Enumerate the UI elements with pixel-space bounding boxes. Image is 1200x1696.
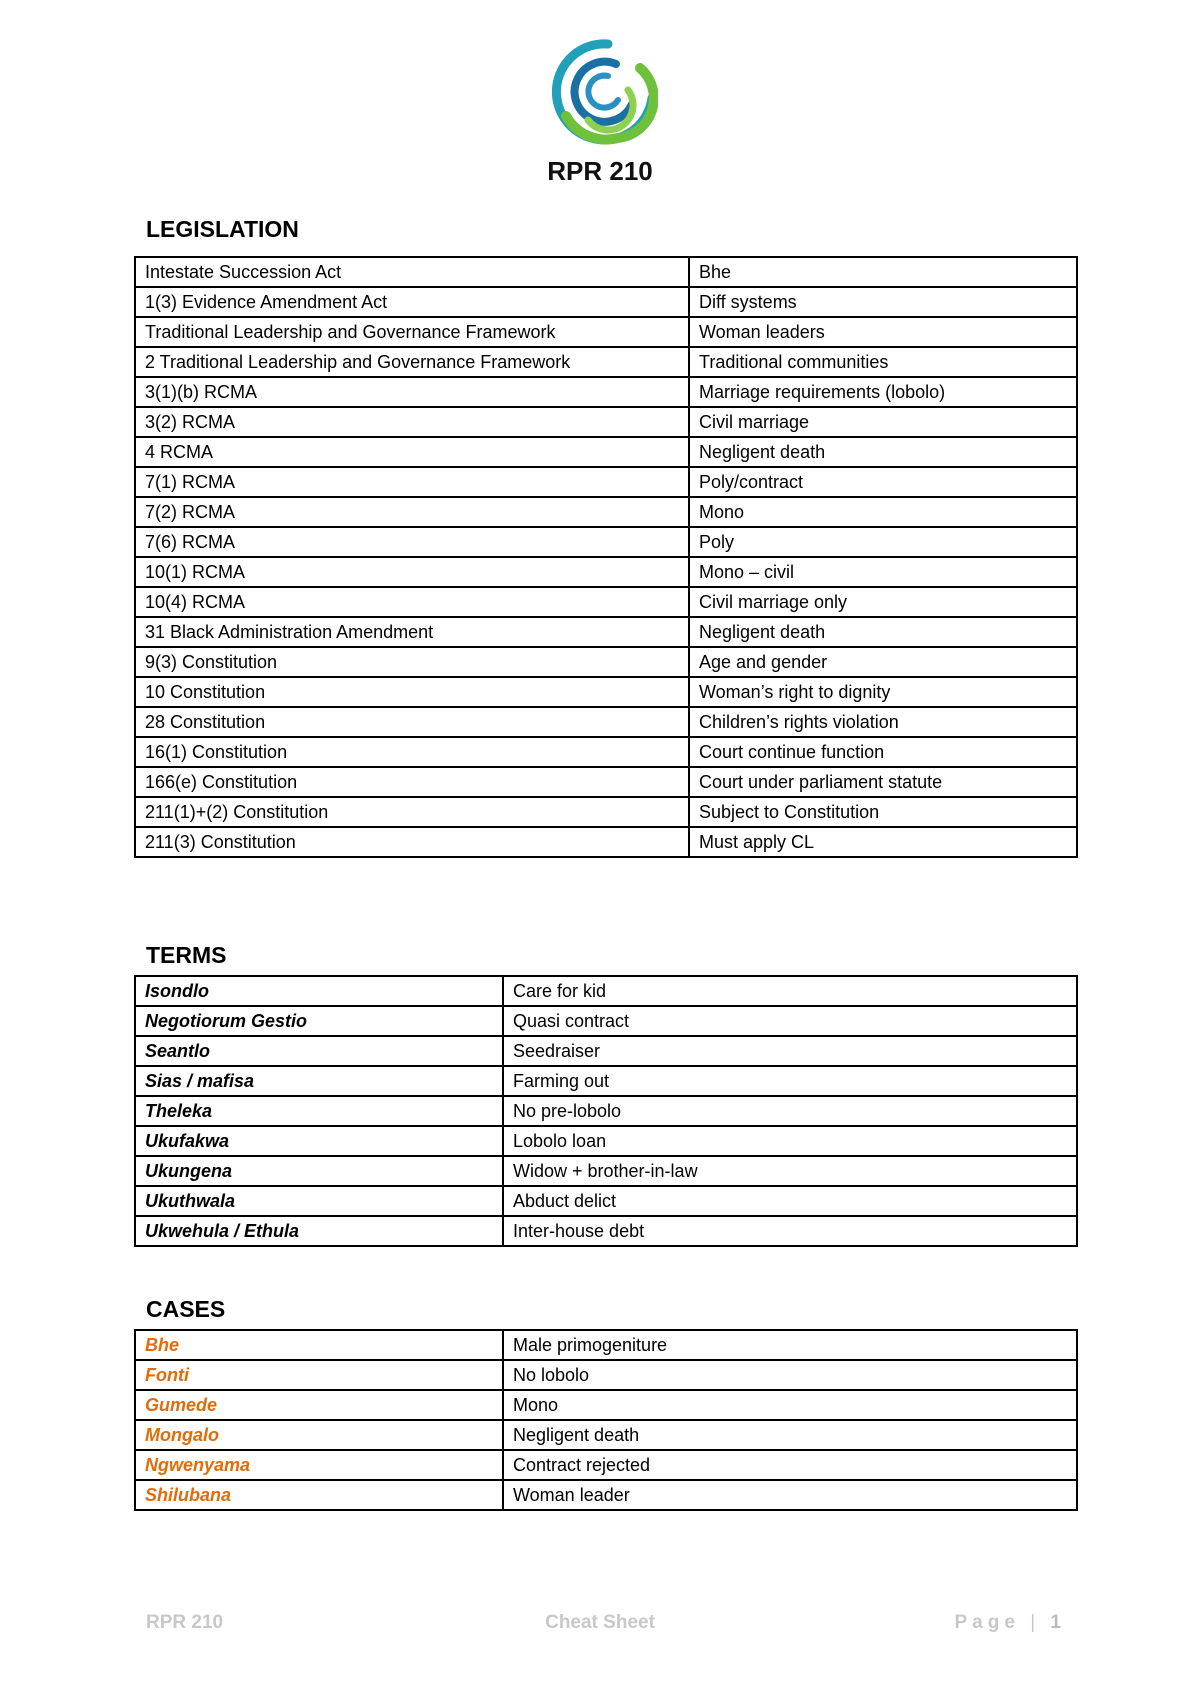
legislation-note-cell: Negligent death (689, 437, 1077, 467)
terms-heading: TERMS (146, 942, 227, 968)
legislation-note-cell: Court continue function (689, 737, 1077, 767)
case-name-cell: Gumede (135, 1390, 503, 1420)
legislation-provision-cell: 10(4) RCMA (135, 587, 689, 617)
legislation-row (135, 257, 1077, 287)
terms-row (135, 1126, 1077, 1156)
term-name-cell: Ukuthwala (135, 1186, 503, 1216)
case-name-cell: Shilubana (135, 1480, 503, 1510)
legislation-provision-cell: 1(3) Evidence Amendment Act (135, 287, 689, 317)
term-meaning-cell: Inter-house debt (503, 1216, 1077, 1246)
cases-row (135, 1360, 1077, 1390)
legislation-provision-cell: 10 Constitution (135, 677, 689, 707)
legislation-note-cell: Diff systems (689, 287, 1077, 317)
case-holding-cell: Contract rejected (503, 1450, 1077, 1480)
legislation-row (135, 287, 1077, 317)
terms-row (135, 1186, 1077, 1216)
terms-row (135, 1096, 1077, 1126)
legislation-note-cell: Subject to Constitution (689, 797, 1077, 827)
legislation-provision-cell: 211(3) Constitution (135, 827, 689, 857)
legislation-provision-cell: 16(1) Constitution (135, 737, 689, 767)
terms-row (135, 1066, 1077, 1096)
cases-row (135, 1390, 1077, 1420)
term-meaning-cell: Abduct delict (503, 1186, 1077, 1216)
footer-page-number: 1 (1050, 1612, 1066, 1633)
term-meaning-cell: Quasi contract (503, 1006, 1077, 1036)
terms-table (134, 975, 1078, 1247)
legislation-provision-cell: 9(3) Constitution (135, 647, 689, 677)
cases-row (135, 1480, 1077, 1510)
term-meaning-cell: No pre-lobolo (503, 1096, 1077, 1126)
case-holding-cell: Mono (503, 1390, 1077, 1420)
terms-row (135, 1036, 1077, 1066)
case-name-cell: Fonti (135, 1360, 503, 1390)
legislation-note-cell: Civil marriage (689, 407, 1077, 437)
term-name-cell: Negotiorum Gestio (135, 1006, 503, 1036)
legislation-note-cell: Mono (689, 497, 1077, 527)
legislation-note-cell: Must apply CL (689, 827, 1077, 857)
legislation-provision-cell: 211(1)+(2) Constitution (135, 797, 689, 827)
case-holding-cell: Woman leader (503, 1480, 1077, 1510)
legislation-row (135, 827, 1077, 857)
legislation-note-cell: Woman leaders (689, 317, 1077, 347)
cases-table (134, 1329, 1078, 1511)
legislation-provision-cell: 28 Constitution (135, 707, 689, 737)
term-name-cell: Theleka (135, 1096, 503, 1126)
term-meaning-cell: Care for kid (503, 976, 1077, 1006)
terms-row (135, 976, 1077, 1006)
legislation-provision-cell: 3(2) RCMA (135, 407, 689, 437)
term-name-cell: Ukungena (135, 1156, 503, 1186)
legislation-note-cell: Woman’s right to dignity (689, 677, 1077, 707)
legislation-row (135, 317, 1077, 347)
legislation-row (135, 527, 1077, 557)
term-meaning-cell: Seedraiser (503, 1036, 1077, 1066)
footer-page-label: Page (954, 1612, 1020, 1633)
swirl-logo-icon (548, 38, 658, 148)
legislation-row (135, 647, 1077, 677)
legislation-table (134, 256, 1078, 858)
legislation-note-cell: Age and gender (689, 647, 1077, 677)
legislation-row (135, 797, 1077, 827)
case-name-cell: Mongalo (135, 1420, 503, 1450)
term-name-cell: Sias / mafisa (135, 1066, 503, 1096)
term-name-cell: Isondlo (135, 976, 503, 1006)
legislation-note-cell: Poly (689, 527, 1077, 557)
legislation-provision-cell: 4 RCMA (135, 437, 689, 467)
cases-row (135, 1330, 1077, 1360)
legislation-provision-cell: Traditional Leadership and Governance Framework (135, 317, 689, 347)
legislation-provision-cell: 31 Black Administration Amendment (135, 617, 689, 647)
case-name-cell: Bhe (135, 1330, 503, 1360)
term-meaning-cell: Farming out (503, 1066, 1077, 1096)
legislation-provision-cell: 7(2) RCMA (135, 497, 689, 527)
legislation-row (135, 767, 1077, 797)
legislation-note-cell: Negligent death (689, 617, 1077, 647)
document-title: RPR 210 (547, 156, 653, 186)
legislation-note-cell: Traditional communities (689, 347, 1077, 377)
case-holding-cell: Male primogeniture (503, 1330, 1077, 1360)
footer-document-name: Cheat Sheet (545, 1612, 655, 1633)
legislation-provision-cell: 166(e) Constitution (135, 767, 689, 797)
legislation-heading: LEGISLATION (146, 216, 299, 242)
legislation-note-cell: Bhe (689, 257, 1077, 287)
legislation-row (135, 437, 1077, 467)
legislation-provision-cell: 7(6) RCMA (135, 527, 689, 557)
legislation-note-cell: Marriage requirements (lobolo) (689, 377, 1077, 407)
term-name-cell: Ukwehula / Ethula (135, 1216, 503, 1246)
cases-row (135, 1450, 1077, 1480)
term-meaning-cell: Lobolo loan (503, 1126, 1077, 1156)
legislation-row (135, 677, 1077, 707)
legislation-row (135, 587, 1077, 617)
footer-course-code: RPR 210 (146, 1612, 224, 1633)
legislation-row (135, 707, 1077, 737)
legislation-provision-cell: 10(1) RCMA (135, 557, 689, 587)
legislation-row (135, 737, 1077, 767)
legislation-provision-cell: 2 Traditional Leadership and Governance Framework (135, 347, 689, 377)
terms-row (135, 1216, 1077, 1246)
legislation-note-cell: Poly/contract (689, 467, 1077, 497)
legislation-row (135, 617, 1077, 647)
terms-row (135, 1156, 1077, 1186)
legislation-row (135, 497, 1077, 527)
footer-separator: | (1030, 1612, 1041, 1633)
term-name-cell: Seantlo (135, 1036, 503, 1066)
legislation-note-cell: Mono – civil (689, 557, 1077, 587)
legislation-provision-cell: 7(1) RCMA (135, 467, 689, 497)
legislation-row (135, 377, 1077, 407)
legislation-provision-cell: 3(1)(b) RCMA (135, 377, 689, 407)
legislation-note-cell: Court under parliament statute (689, 767, 1077, 797)
case-holding-cell: No lobolo (503, 1360, 1077, 1390)
legislation-provision-cell: Intestate Succession Act (135, 257, 689, 287)
legislation-row (135, 557, 1077, 587)
legislation-note-cell: Civil marriage only (689, 587, 1077, 617)
legislation-row (135, 407, 1077, 437)
term-meaning-cell: Widow + brother-in-law (503, 1156, 1077, 1186)
legislation-row (135, 347, 1077, 377)
term-name-cell: Ukufakwa (135, 1126, 503, 1156)
terms-row (135, 1006, 1077, 1036)
case-name-cell: Ngwenyama (135, 1450, 503, 1480)
cases-row (135, 1420, 1077, 1450)
cases-heading: CASES (146, 1296, 226, 1322)
footer-page-indicator (955, 1612, 1067, 1634)
legislation-note-cell: Children’s rights violation (689, 707, 1077, 737)
case-holding-cell: Negligent death (503, 1420, 1077, 1450)
legislation-row (135, 467, 1077, 497)
